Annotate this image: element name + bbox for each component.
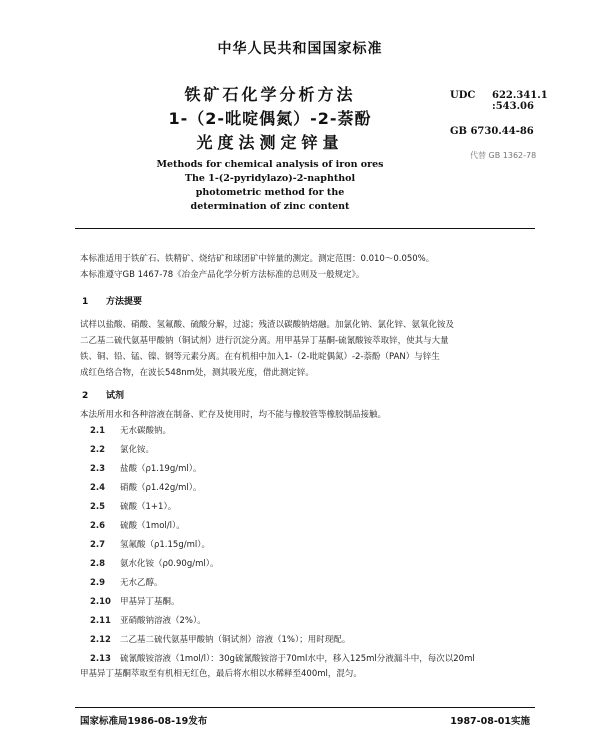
- intro-p2: 本标准遵守GB 1467-78《冶金产品化学分析方法标准的总则及一般规定》。: [80, 270, 365, 280]
- title-en-line3: photometric method for the: [195, 187, 345, 198]
- reagent-item: [90, 500, 176, 512]
- reagent-number: 2.1: [90, 426, 106, 436]
- reagent-number: 2.6: [90, 521, 106, 531]
- section2-heading: [82, 388, 124, 401]
- section1-line2: 二乙基二硫代氨基甲酸钠（铜试剂）进行沉淀分离。用甲基异丁基酮-硫氰酸铵萃取锌，使其与大量: [80, 336, 449, 346]
- reagent-number: 2.7: [90, 540, 106, 550]
- reagent-item: [90, 633, 350, 645]
- udc-label: UDC: [450, 90, 476, 101]
- reagent-item: [90, 519, 185, 531]
- reagent-text: 氨水化铵（ρ0.90g/ml）。: [120, 559, 219, 569]
- title-cn-line1: 铁矿石化学分析方法: [184, 85, 356, 104]
- title-cn-line3: 光度法测定锌量: [196, 133, 344, 152]
- reagent-text: 硫酸（1+1）。: [120, 502, 177, 512]
- title-en-line2: The 1-(2-pyridylazo)-2-naphthol: [184, 173, 356, 184]
- section1-line4: 成红色络合物，在波长548nm处，测其吸光度，借此测定锌。: [80, 368, 314, 378]
- reagent-text: 无水碳酸钠。: [120, 426, 172, 436]
- reagent-number: 2.3: [90, 464, 106, 474]
- title-divider: [75, 228, 535, 229]
- reagent-number: 2.9: [90, 578, 106, 588]
- reagent-number: 2.13: [90, 654, 111, 664]
- reagent-number: 2.8: [90, 559, 106, 569]
- reagent-text: 二乙基二硫代氨基甲酸钠（铜试剂）溶液（1%）；用时现配。: [120, 635, 351, 645]
- title-en-line4: determination of zinc content: [190, 201, 350, 212]
- reagent-item: [90, 652, 475, 664]
- udc-value2: :543.06: [492, 101, 534, 112]
- section1-title: 方法提要: [106, 297, 143, 307]
- issued-date: 国家标准局1986-08-19发布: [80, 716, 208, 727]
- effective-date: 1987-08-01实施: [450, 716, 530, 727]
- reagent-item: [90, 424, 171, 436]
- reagent-item: [90, 595, 180, 607]
- reagent-text: 盐酸（ρ1.19g/ml）。: [120, 464, 202, 474]
- reagent-number: 2.4: [90, 483, 106, 493]
- reagent-item: [90, 481, 201, 493]
- udc-block: [450, 90, 548, 112]
- reagent-item: [90, 614, 206, 626]
- reagent-text: 硫酸（1mol/l）。: [120, 521, 185, 531]
- section2-number: 2: [82, 391, 89, 401]
- reagent-number: 2.10: [90, 597, 111, 607]
- reagent-text: 硝酸（ρ1.42g/ml）。: [120, 483, 202, 493]
- title-cn-line2: 1-（2-吡啶偶氮）-2-萘酚: [168, 109, 372, 128]
- reagent-number: 2.5: [90, 502, 106, 512]
- reagent-text: 氯化铵。: [120, 445, 155, 455]
- reagent-text: 亚硝酸钠溶液（2%）。: [120, 616, 206, 626]
- section2-intro: 本法所用水和各种溶液在制备、贮存及使用时，均不能与橡胶管等橡胶制品接触。: [80, 410, 387, 420]
- gb-number: GB 6730.44-86: [450, 126, 534, 137]
- footer-divider: [75, 707, 535, 708]
- reagent-text: 甲基异丁基酮。: [120, 597, 180, 607]
- reagent-item: [90, 538, 210, 550]
- national-standard-header: 中华人民共和国国家标准: [217, 41, 383, 57]
- section1-line1: 试样以盐酸、硝酸、氢氟酸、硫酸分解，过滤；残渣以碳酸钠熔融。加氯化钠、氯化锌、氨氧化铵及: [80, 320, 455, 330]
- reagent-item: [90, 576, 163, 588]
- section1-heading: [82, 294, 142, 307]
- reagent-text: 无水乙醇。: [120, 578, 163, 588]
- intro-p1: 本标准适用于铁矿石、铁精矿、烧结矿和球团矿中锌量的测定。测定范围：0.010～0.050%。: [80, 254, 435, 264]
- section1-line3: 铁、铜、铅、锰、镍、钢等元素分离。在有机相中加入1-（2-吡啶偶氮）-2-萘酚（PAN）与锌生: [80, 352, 440, 362]
- title-en-line1: Methods for chemical analysis of iron ores: [156, 159, 384, 170]
- reagent-text: 氢氟酸（ρ1.15g/ml）。: [120, 540, 210, 550]
- replaces-note: 代替 GB 1362-78: [470, 151, 537, 160]
- reagent-item: [90, 443, 154, 455]
- reagent-item: [90, 557, 218, 569]
- section1-number: 1: [82, 297, 89, 307]
- reagent-text: 硫氰酸铵溶液（1mol/l）：30g硫氰酸铵溶于70ml水中，移入125ml分液漏斗中，每次以20ml: [120, 654, 475, 664]
- udc-value1: 622.341.1: [492, 90, 548, 101]
- reagent-number: 2.12: [90, 635, 111, 645]
- reagent-continuation: 甲基异丁基酮萃取至有机相无红色，最后将水相以水稀释至400ml，混匀。: [80, 669, 362, 679]
- reagent-number: 2.2: [90, 445, 106, 455]
- reagent-number: 2.11: [90, 616, 111, 626]
- reagent-item: [90, 462, 201, 474]
- section2-title: 试剂: [106, 391, 125, 401]
